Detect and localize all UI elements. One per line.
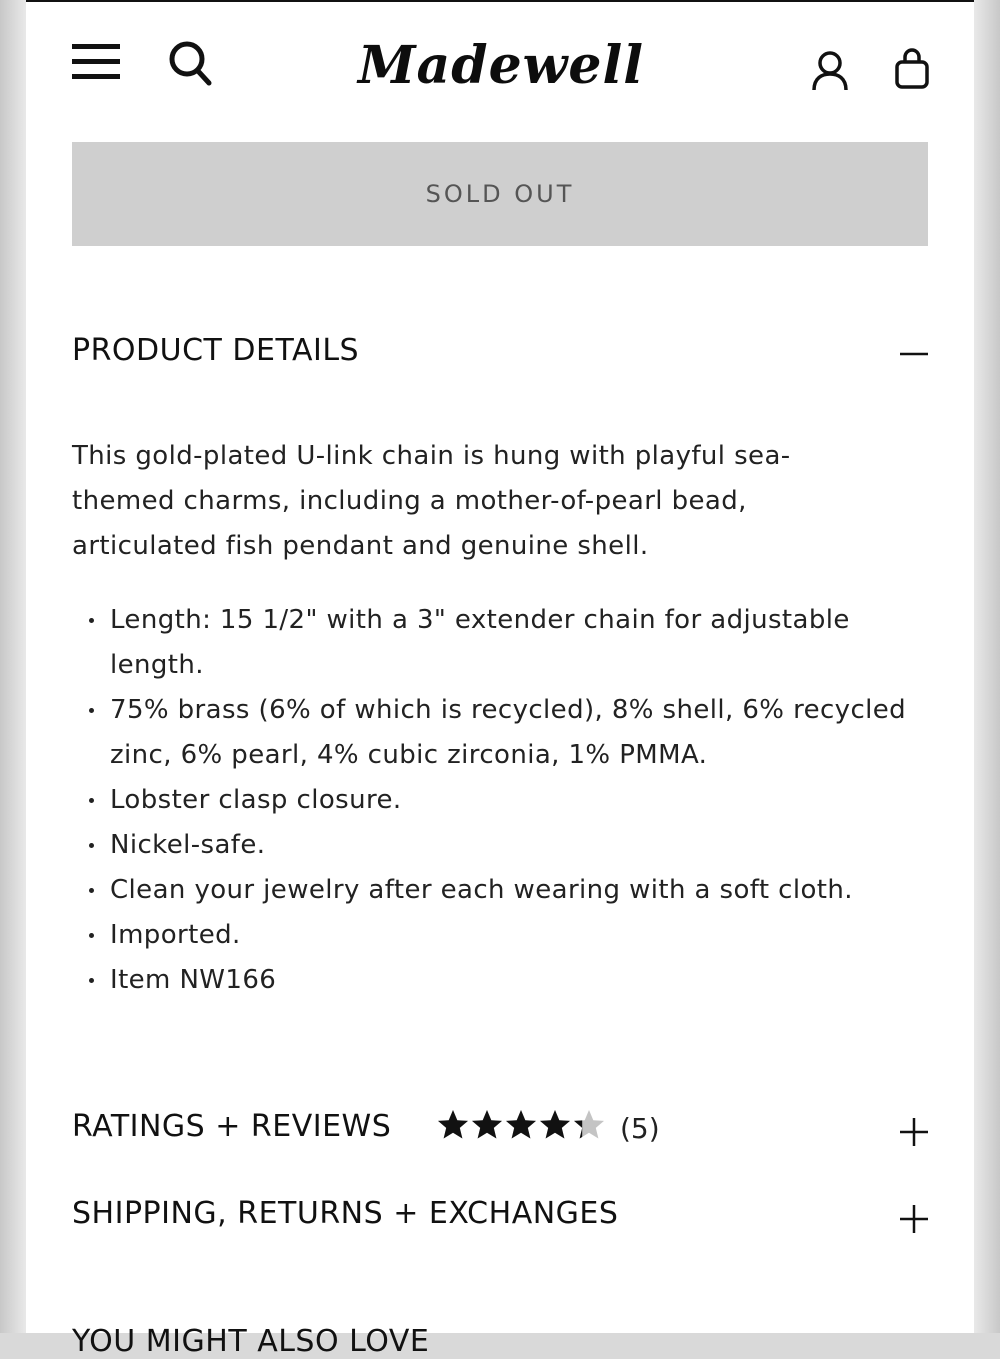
search-icon[interactable] [168,40,212,86]
plus-icon[interactable] [898,1116,930,1148]
madewell-logo[interactable]: Madewell [357,35,645,96]
star-icon [538,1108,572,1142]
review-count[interactable]: (5) [620,1112,660,1145]
hamburger-menu-icon[interactable] [72,42,120,82]
star-icon [436,1108,470,1142]
list-item: 75% brass (6% of which is recycled), 8% shell, 6% recycled zinc, 6% pearl, 4% cubic zirconia, 1% PMMA. [72,688,922,778]
list-item: Imported. [72,913,922,958]
product-details-title[interactable]: PRODUCT DETAILS [72,333,360,368]
you-might-also-love-title: YOU MIGHT ALSO LOVE [72,1324,430,1359]
list-item: Item NW166 [72,958,922,1003]
product-details-list [72,598,922,1003]
list-item: Nickel-safe. [72,823,922,868]
user-account-icon[interactable] [810,50,850,92]
right-backdrop [974,0,1000,1333]
product-description: This gold-plated U-link chain is hung with playful sea-themed charms, including a mother-of-pearl bead, articulated fish pendant and genuine shell. [72,441,791,561]
list-item: Length: 15 1/2" with a 3" extender chain for adjustable length. [72,598,922,688]
star-icon [504,1108,538,1142]
shipping-returns-title[interactable]: SHIPPING, RETURNS + EXCHANGES [72,1196,619,1231]
list-item: Lobster clasp closure. [72,778,922,823]
sold-out-button[interactable]: SOLD OUT [72,142,928,246]
star-rating[interactable] [436,1108,606,1144]
star-icon [470,1108,504,1142]
plus-icon[interactable] [898,1203,930,1235]
ratings-reviews-title[interactable]: RATINGS + REVIEWS [72,1109,392,1144]
product-page [26,0,974,1359]
site-header [26,2,974,132]
left-backdrop [0,0,26,1333]
shopping-bag-icon[interactable] [894,48,930,90]
star-icon [572,1108,606,1142]
list-item: Clean your jewelry after each wearing with a soft cloth. [72,868,922,913]
minus-icon[interactable] [898,338,930,370]
